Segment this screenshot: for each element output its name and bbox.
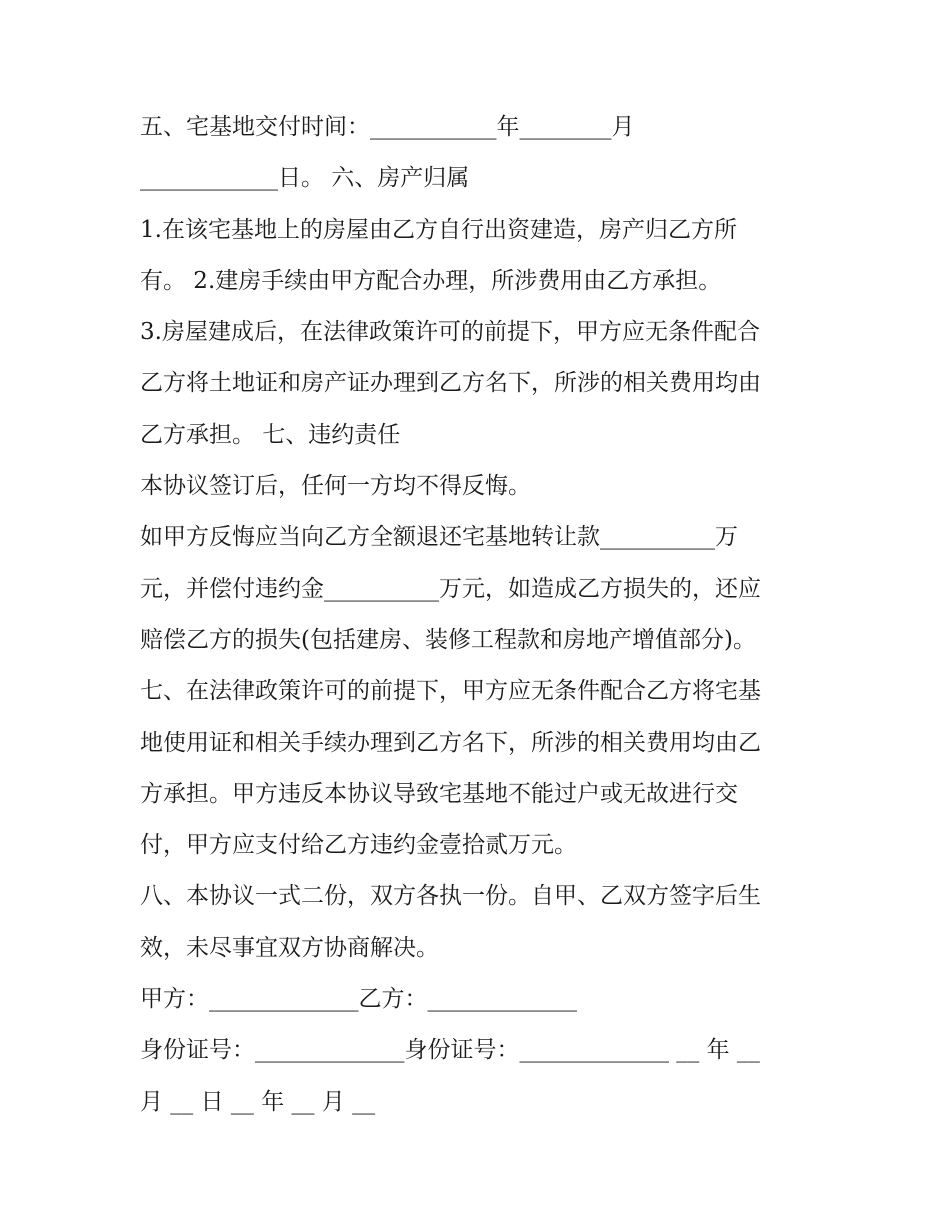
transfer-clause-line-1: 七、在法律政策许可的前提下，甲方应无条件配合乙方将宅基 <box>140 678 761 705</box>
breach-clause-line-4: 赔偿乙方的损失(包括建房、装修工程款和房地产增值部分)。 <box>140 626 756 653</box>
transfer-clause-line-2: 地使用证和相关手续办理到乙方名下，所涉的相关费用均由乙 <box>140 729 761 756</box>
transfer-clause-line-4: 付，甲方应支付给乙方违约金壹拾贰万元。 <box>140 832 577 859</box>
property-clause-3-line-2: 乙方将土地证和房产证办理到乙方名下，所涉的相关费用均由 <box>140 370 761 397</box>
property-clause-1-2-line: 有。 2.建房手续由甲方配合办理，所涉费用由乙方承担。 <box>140 267 722 294</box>
breach-clause-line-1: 本协议签订后，任何一方均不得反悔。 <box>140 473 531 500</box>
signature-id-date-line: 身份证号：_____________身份证号：_____________ __ 年 __ <box>140 1037 760 1064</box>
transfer-clause-line-3: 方承担。甲方违反本协议导致宅基地不能过户或无故进行交 <box>140 780 738 807</box>
breach-clause-line-3: 元，并偿付违约金__________万元，如造成乙方损失的，还应 <box>140 575 761 602</box>
signature-parties-line: 甲方：_____________乙方：_____________ <box>140 986 577 1013</box>
delivery-day-property-heading-line: ____________日。 六、房产归属 <box>140 165 470 192</box>
breach-clause-line-2: 如甲方反悔应当向乙方全额退还宅基地转让款__________万 <box>140 524 738 551</box>
copies-clause-line-1: 八、本协议一式二份，双方各执一份。自甲、乙双方签字后生 <box>140 883 761 910</box>
property-clause-3-line-1: 3.房屋建成后，在法律政策许可的前提下，甲方应无条件配合 <box>140 319 760 346</box>
copies-clause-line-2: 效，未尽事宜双方协商解决。 <box>140 934 439 961</box>
property-clause-1-line-1: 1.在该宅基地上的房屋由乙方自行出资建造，房产归乙方所 <box>140 216 737 243</box>
signature-date-line: 月 __ 日 __ 年 __ 月 __ <box>140 1088 376 1115</box>
contract-text <box>140 102 820 1128</box>
delivery-time-line: 五、宅基地交付时间：___________年________月 <box>140 114 635 140</box>
property-clause-3-line-3-breach-heading: 乙方承担。 七、违约责任 <box>140 421 401 448</box>
